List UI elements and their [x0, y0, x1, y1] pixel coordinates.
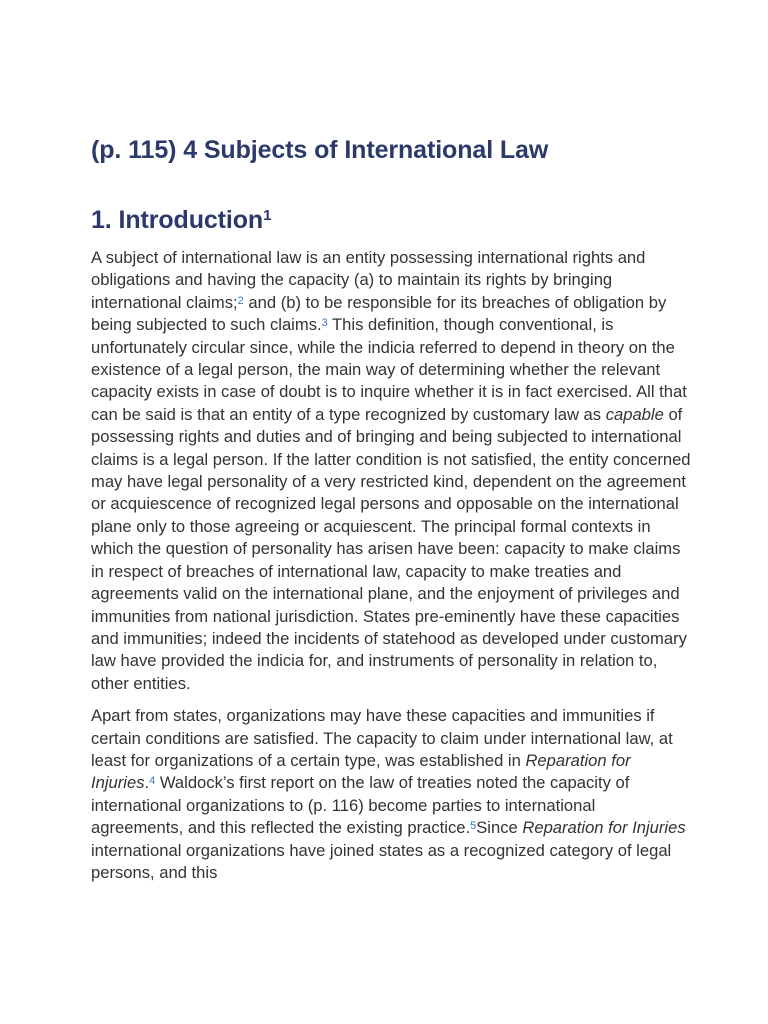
- paragraph-2-text-e: international organizations have joined states as a recognized category of legal persons, and this: [91, 840, 672, 882]
- paragraph-2-text-a: Apart from states, organizations may have these capacities and immunities if certain conditions are satisfied. The capacity to claim under international law, at least for organizations of a certain type, was established in: [91, 706, 673, 770]
- paragraph-1-text-c: This definition, though conventional, is unfortunately circular since, while the indicia referred to depend in theory on the existence of a legal person, the main way of determining whether the relevant capacity exists in case of doubt is to inquire whether it is in fact exercised. All that can be said is that an entity of a type recognized by customary law as: [91, 315, 687, 424]
- paragraph-2-text-b: .: [144, 773, 150, 793]
- paragraph-2: [91, 705, 691, 884]
- section-title: [91, 203, 691, 237]
- footnote-ref-2[interactable]: 2: [237, 294, 244, 307]
- case-name-reparation-2: Reparation for Injuries: [522, 818, 686, 838]
- footnote-ref-5[interactable]: 5: [470, 820, 477, 833]
- paragraph-1-text-d: of possessing rights and duties and of bringing and being subjected to international claims is a legal person. If the latter condition is not satisfied, the entity concerned may have legal personality of a very restricted kind, dependent on the agreement or acquiescence of recognized legal persons and opposable on the international plane only to those agreeing or acquiescent. The principal formal contexts in which the question of personality has arisen have been: capacity to make claims in respect of breaches of international law, capacity to make treaties and agreements valid on the international plane, and the enjoyment of privileges and immunities from national jurisdiction. States pre-eminently have these capacities and immunities; indeed the incidents of statehood as developed under customary law have provided the indicia for, and instruments of personality in relation to, other entities.: [91, 404, 691, 693]
- section-title-text: 1. Introduction: [91, 206, 264, 234]
- emphasis-capable: capable: [605, 404, 664, 424]
- document-page: [91, 133, 691, 884]
- footnote-ref-4[interactable]: 4: [149, 775, 156, 788]
- chapter-title: (p. 115) 4 Subjects of International Law: [91, 136, 549, 164]
- paragraph-1-text-b: and (b) to be responsible for its breaches of obligation by being subjected to such claims.: [91, 292, 667, 335]
- paragraph-2-text-d: Since: [476, 818, 523, 838]
- paragraph-1-text-a: A subject of international law is an entity possessing international rights and obligations and having the capacity (a) to maintain its rights by bringing international claims;: [91, 248, 646, 312]
- footnote-ref-3[interactable]: 3: [321, 317, 328, 330]
- case-name-reparation-1: Reparation for Injuries: [91, 750, 631, 793]
- paragraph-1: [91, 247, 691, 695]
- footnote-ref-1[interactable]: 1: [263, 207, 272, 224]
- paragraph-2-text-c: Waldock’s first report on the law of treaties noted the capacity of international organizations to (p. 116) become parties to international agreements, and this reflected the existing practice.: [91, 773, 630, 838]
